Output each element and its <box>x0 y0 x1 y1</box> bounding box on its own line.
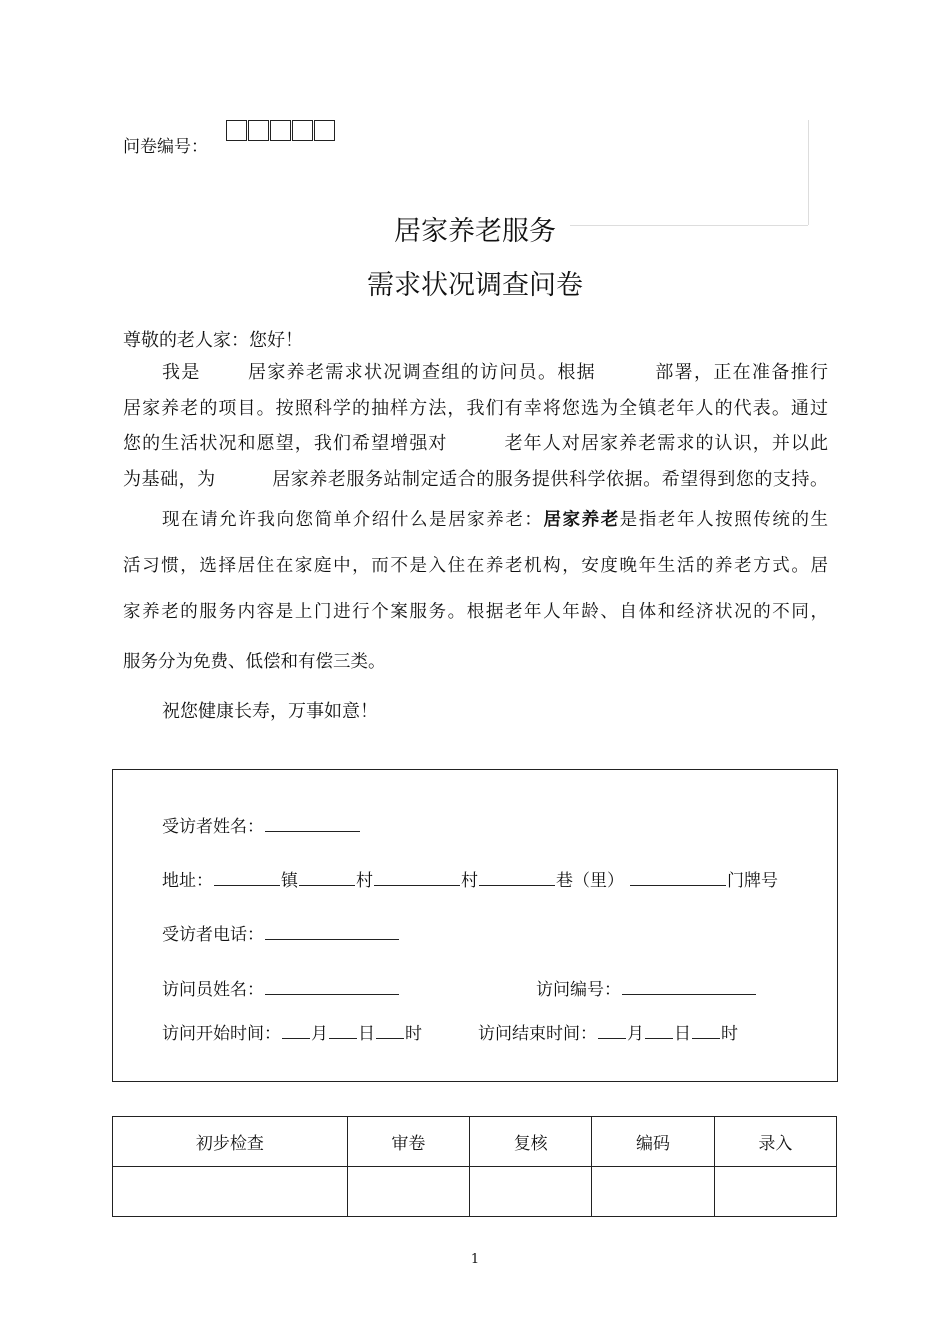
label: 村 <box>461 871 478 891</box>
end-day-field[interactable] <box>645 1020 673 1039</box>
id-box[interactable] <box>226 120 247 141</box>
id-box[interactable] <box>248 120 269 141</box>
label: 地址： <box>162 871 213 891</box>
label: 日 <box>674 1024 691 1044</box>
questionnaire-number-label: 问卷编号： <box>123 137 208 157</box>
letter-p1-line2: 居家养老的项目。按照科学的抽样方法，我们有幸将您选为全镇老年人的代表。通过 <box>123 398 828 419</box>
header-review: 审卷 <box>347 1117 469 1167</box>
start-time-row <box>162 1019 422 1044</box>
label: 巷（里） <box>556 871 624 891</box>
table-cell[interactable] <box>470 1167 592 1217</box>
letter-p2-line1 <box>162 508 828 532</box>
interview-number-field[interactable] <box>622 976 756 995</box>
text: 居家养老需求状况调查组的访问员。根据 <box>246 362 597 383</box>
label: 月 <box>311 1024 328 1044</box>
label: 访问员姓名： <box>162 980 264 1000</box>
review-table <box>112 1116 837 1217</box>
header-entry: 录入 <box>714 1117 836 1167</box>
label: 访问结束时间： <box>478 1024 597 1044</box>
phone-field[interactable] <box>265 921 399 940</box>
phone-row <box>162 920 400 945</box>
end-hour-field[interactable] <box>692 1020 720 1039</box>
table-cell[interactable] <box>714 1167 836 1217</box>
interviewer-row <box>162 975 400 1000</box>
title-line-1: 居家养老服务 <box>394 216 556 247</box>
label: 受访者电话： <box>162 925 264 945</box>
text: 是指老年人按照传统的生 <box>619 510 829 530</box>
label: 时 <box>721 1024 738 1044</box>
interview-number-row <box>536 975 757 1000</box>
label: 访问开始时间： <box>162 1024 281 1044</box>
closing: 祝您健康长寿，万事如意！ <box>162 701 378 722</box>
header-recheck: 复核 <box>470 1117 592 1167</box>
interview-info-box <box>112 769 838 1082</box>
letter-p1-line4 <box>123 468 828 492</box>
questionnaire-number-boxes[interactable] <box>226 120 336 141</box>
text: 老年人对居家养老需求的认识，并以此 <box>503 433 828 454</box>
label: 访问编号： <box>536 980 621 1000</box>
table-header-row <box>113 1117 837 1167</box>
label: 镇 <box>281 871 298 891</box>
id-box[interactable] <box>292 120 313 141</box>
letter-p2-line4: 服务分为免费、低偿和有偿三类。 <box>123 652 386 672</box>
town-field[interactable] <box>214 867 280 886</box>
id-box[interactable] <box>314 120 335 141</box>
greeting: 尊敬的老人家：您好！ <box>123 330 303 351</box>
start-hour-field[interactable] <box>376 1020 404 1039</box>
label: 时 <box>405 1024 422 1044</box>
id-box[interactable] <box>270 120 291 141</box>
house-number-field[interactable] <box>630 867 726 886</box>
letter-p1-line3 <box>123 432 828 456</box>
village-field[interactable] <box>299 867 355 886</box>
table-cell[interactable] <box>113 1167 348 1217</box>
text: 现在请允许我向您简单介绍什么是居家养老： <box>162 510 544 530</box>
name-row <box>162 812 361 837</box>
end-time-row <box>478 1019 738 1044</box>
text: 部署，正在准备推行 <box>654 362 829 383</box>
name-field[interactable] <box>265 813 360 832</box>
interviewer-name-field[interactable] <box>265 976 399 995</box>
text: 我是 <box>162 362 201 383</box>
label: 月 <box>627 1024 644 1044</box>
table-row <box>113 1167 837 1217</box>
label: 村 <box>356 871 373 891</box>
bold-term: 居家养老 <box>543 510 620 530</box>
village2-field[interactable] <box>374 867 460 886</box>
header-coding: 编码 <box>592 1117 714 1167</box>
text: 居家养老服务站制定适合的服务提供科学依据。希望得到您的支持。 <box>271 469 829 490</box>
header-initial-check: 初步检查 <box>113 1117 348 1167</box>
text: 您的生活状况和愿望，我们希望增强对 <box>123 433 448 454</box>
start-day-field[interactable] <box>329 1020 357 1039</box>
end-month-field[interactable] <box>598 1020 626 1039</box>
table-cell[interactable] <box>592 1167 714 1217</box>
letter-p1-line1 <box>162 361 828 385</box>
label: 门牌号 <box>727 871 778 891</box>
text: 为基础，为 <box>123 469 216 490</box>
page-number: 1 <box>470 1252 480 1267</box>
start-month-field[interactable] <box>282 1020 310 1039</box>
label: 受访者姓名： <box>162 817 264 837</box>
letter-p2-line2: 活习惯，选择居住在家庭中，而不是入住在养老机构，安度晚年生活的养老方式。居 <box>123 556 828 576</box>
address-row <box>162 866 778 891</box>
letter-p2-line3: 家养老的服务内容是上门进行个案服务。根据老年人年龄、自体和经济状况的不同， <box>123 602 828 622</box>
table-cell[interactable] <box>347 1167 469 1217</box>
label: 日 <box>358 1024 375 1044</box>
lane-field[interactable] <box>479 867 555 886</box>
title-line-2: 需求状况调查问卷 <box>367 270 583 301</box>
